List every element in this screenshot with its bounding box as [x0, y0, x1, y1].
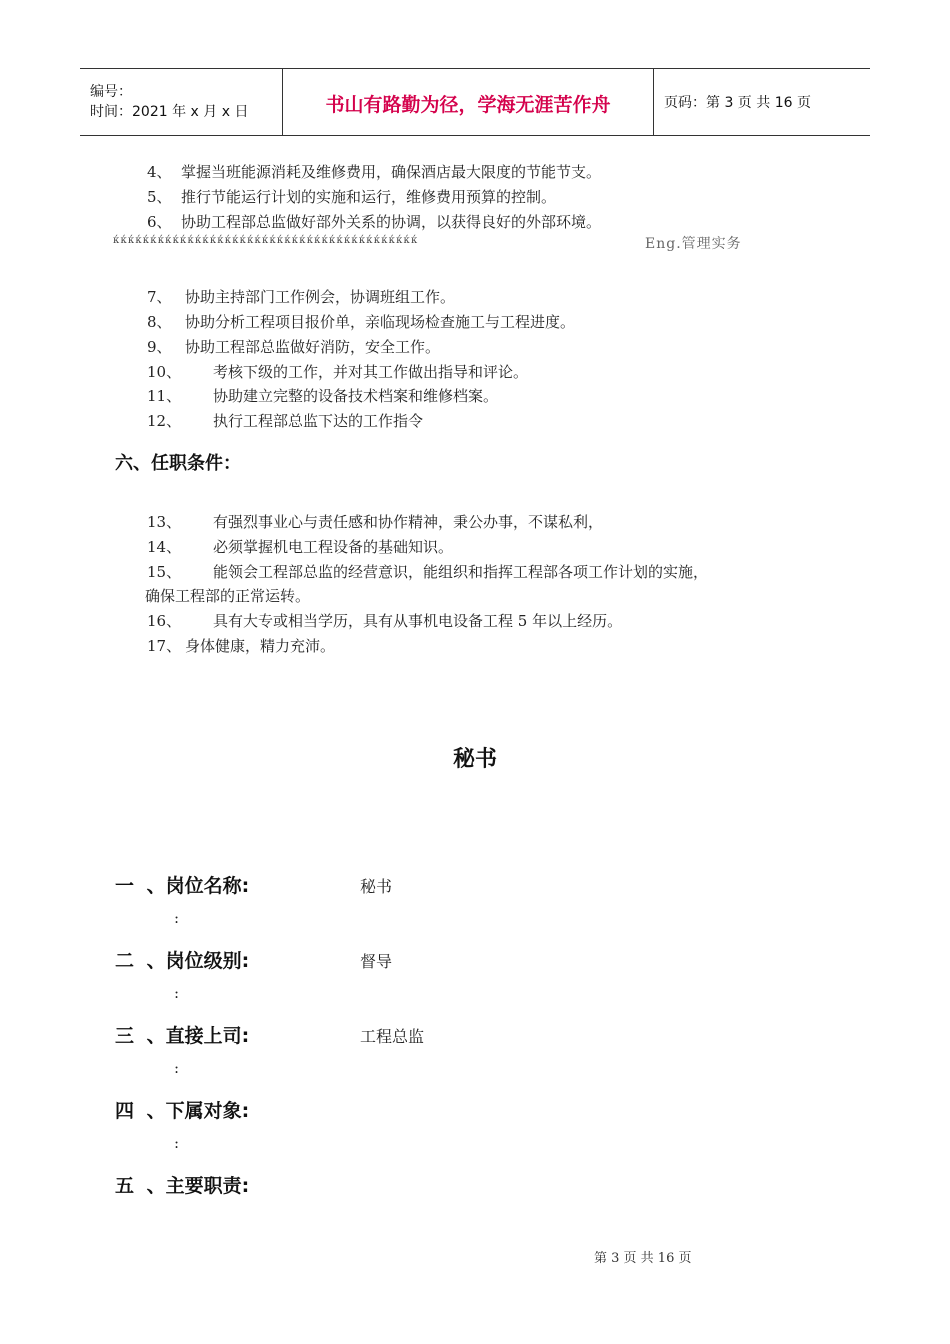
time-label: 时间：2021 年 x 月 x 日 — [90, 104, 249, 120]
job-title: 秘书 — [452, 747, 497, 772]
field-colon: : — [174, 909, 180, 927]
requirement-item: 16、 具有大专或相当学历，具有从事机电设备工程 5 年以上经历。 — [147, 612, 623, 630]
field-colon: : — [174, 1134, 180, 1152]
header-left-cell — [80, 69, 282, 135]
number-label: 编号： — [90, 84, 132, 100]
requirement-item: 13、 有强烈事业心与责任感和协作精神，秉公办事，不谋私利， — [147, 513, 604, 531]
field-label-main-duties: 五 、主要职责: — [115, 1175, 250, 1197]
watermark-dots: ќќќќќќќќќќќќќќќќќќќќќќќќќќќќќќќќќќќќќќќќќ — [113, 235, 419, 246]
page-header — [80, 68, 870, 136]
motto: 书山有路勤为径，学海无涯苦作舟 — [325, 93, 611, 116]
watermark-eng: Eng.管理实务 — [645, 236, 742, 252]
duty-item: 8、 协助分析工程项目报价单，亲临现场检查施工与工程进度。 — [147, 313, 576, 331]
field-colon: : — [174, 984, 180, 1002]
field-label-position-level: 二 、岗位级别: — [115, 950, 250, 972]
requirement-item: 14、 必须掌握机电工程设备的基础知识。 — [147, 538, 454, 556]
requirement-item: 17、 身体健康，精力充沛。 — [147, 637, 336, 655]
duty-item: 5、 推行节能运行计划的实施和运行，维修费用预算的控制。 — [147, 188, 557, 206]
field-value-position-name: 秘书 — [360, 877, 393, 896]
header-page-cell — [654, 69, 870, 135]
duty-item: 4、 掌握当班能源消耗及维修费用，确保酒店最大限度的节能节支。 — [147, 163, 602, 181]
field-value-position-level: 督导 — [360, 952, 393, 971]
field-label-subordinates: 四 、下属对象: — [115, 1100, 250, 1122]
field-label-direct-superior: 三 、直接上司: — [115, 1025, 250, 1047]
duty-item: 12、 执行工程部总监下达的工作指令 — [147, 412, 424, 430]
requirement-item: 15、 能领会工程部总监的经营意识，能组织和指挥工程部各项工作计划的实施， — [147, 563, 709, 581]
duty-item: 7、 协助主持部门工作例会，协调班组工作。 — [147, 288, 456, 306]
duty-item: 6、 协助工程部总监做好部外关系的协调，以获得良好的外部环境。 — [147, 213, 602, 231]
page-footer: 第 3 页 共 16 页 — [594, 1251, 692, 1266]
page-label: 页码：第 3 页 共 16 页 — [664, 95, 811, 111]
section-heading: 六、任职条件： — [115, 453, 241, 474]
duty-item: 9、 协助工程部总监做好消防，安全工作。 — [147, 338, 441, 356]
field-label-position-name: 一 、岗位名称: — [115, 875, 250, 897]
field-value-direct-superior: 工程总监 — [360, 1027, 425, 1046]
duty-item: 11、 协助建立完整的设备技术档案和维修档案。 — [147, 387, 499, 405]
requirement-item-continued: 确保工程部的正常运转。 — [145, 587, 311, 605]
duty-item: 10、 考核下级的工作，并对其工作做出指导和评论。 — [147, 363, 529, 381]
header-motto-cell — [282, 69, 654, 135]
field-colon: : — [174, 1059, 180, 1077]
